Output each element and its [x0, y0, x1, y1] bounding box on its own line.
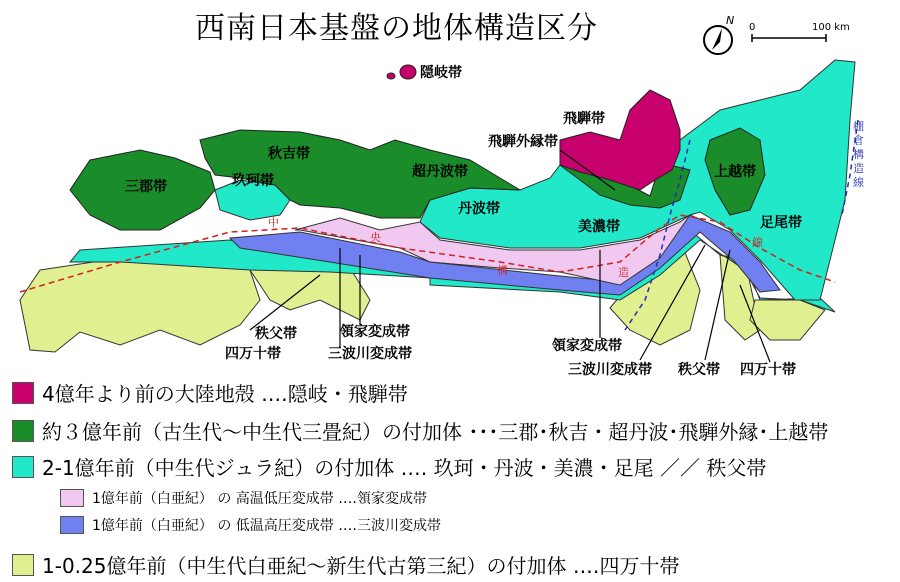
scale-bar	[749, 22, 850, 42]
map-title: 西南日本基盤の地体構造区分	[195, 11, 598, 46]
legend-text: 4億年より前の大陸地殻 ‥‥隠岐・飛騨帯	[42, 382, 408, 406]
tanakura-line-char-4: 造	[853, 162, 864, 175]
label-shimanto-east: 四万十帯	[740, 362, 796, 378]
legend-swatch	[60, 489, 84, 507]
median-line-char-1: 中	[268, 216, 279, 229]
label-hida-gaien: 飛騨外縁帯	[488, 134, 558, 150]
tanakura-line-char-1: 棚	[853, 120, 864, 133]
legend-text: 1億年前（白亜紀） の 高温低圧変成帯 ‥‥領家変成帯	[92, 491, 427, 507]
legend-swatch	[12, 382, 34, 404]
legend-item-permian	[12, 416, 828, 445]
median-line-char-5: 線	[752, 236, 763, 249]
label-oki: 隠岐帯	[420, 65, 462, 81]
label-ryoke-east: 領家変成帯	[552, 338, 622, 354]
legend-swatch	[12, 554, 34, 576]
tanakura-line-char-2: 倉	[853, 134, 864, 147]
label-akiyoshi: 秋吉帯	[268, 146, 310, 162]
label-shimanto-west: 四万十帯	[225, 346, 281, 362]
label-sangun: 三郡帯	[125, 179, 167, 195]
compass-icon	[704, 14, 734, 54]
label-ryoke-west: 領家変成帯	[340, 324, 410, 340]
label-chotamba: 超丹波帯	[412, 164, 468, 180]
legend-text: 2-1億年前（中生代ジュラ紀）の付加体 ‥‥ 玖珂・丹波・美濃・足尾 ／／ 秩父帯	[42, 456, 767, 480]
tanakura-line-char-5: 線	[853, 176, 864, 189]
legend-item-sanbagawa	[60, 515, 441, 535]
label-joetsu: 上越帯	[714, 164, 756, 180]
legend-swatch	[12, 420, 34, 442]
label-tamba: 丹波帯	[458, 201, 500, 217]
oki-islands	[387, 65, 416, 79]
label-chichibu-east: 秩父帯	[678, 362, 720, 378]
label-sanbagawa-east: 三波川変成帯	[568, 362, 652, 378]
legend-text: 約３億年前（古生代〜中生代三畳紀）の付加体 ･･･三郡･秋吉・超丹波･飛騨外縁･上越帯	[42, 420, 829, 444]
legend-item-shimanto	[12, 550, 680, 579]
label-hida: 飛騨帯	[563, 111, 605, 127]
legend-item-jurassic	[12, 452, 766, 481]
median-line-char-3: 構	[497, 264, 508, 277]
label-mino: 美濃帯	[578, 219, 620, 235]
svg-text:N: N	[726, 14, 735, 27]
legend-swatch	[60, 516, 84, 534]
legend-text: 1-0.25億年前（中生代白亜紀〜新生代古第三紀）の付加体 ‥‥四万十帯	[42, 554, 680, 578]
legend-text: 1億年前（白亜紀） の 低温高圧変成帯 ‥‥三波川変成帯	[92, 518, 441, 534]
label-chichibu-west: 秩父帯	[255, 326, 297, 342]
label-sanbagawa-west: 三波川変成帯	[328, 346, 412, 362]
legend-swatch	[12, 456, 34, 478]
legend-item-oki-hida	[12, 378, 408, 407]
scale-end: 100 km	[812, 22, 850, 33]
label-ashio: 足尾帯	[760, 215, 802, 231]
tanakura-line-char-3: 構	[853, 148, 864, 161]
median-line-char-4: 造	[618, 266, 629, 279]
label-suo: 玖珂帯	[232, 173, 274, 189]
legend-item-ryoke	[60, 488, 427, 508]
scale-start: 0	[749, 22, 756, 33]
median-line-char-2: 央	[370, 231, 381, 244]
